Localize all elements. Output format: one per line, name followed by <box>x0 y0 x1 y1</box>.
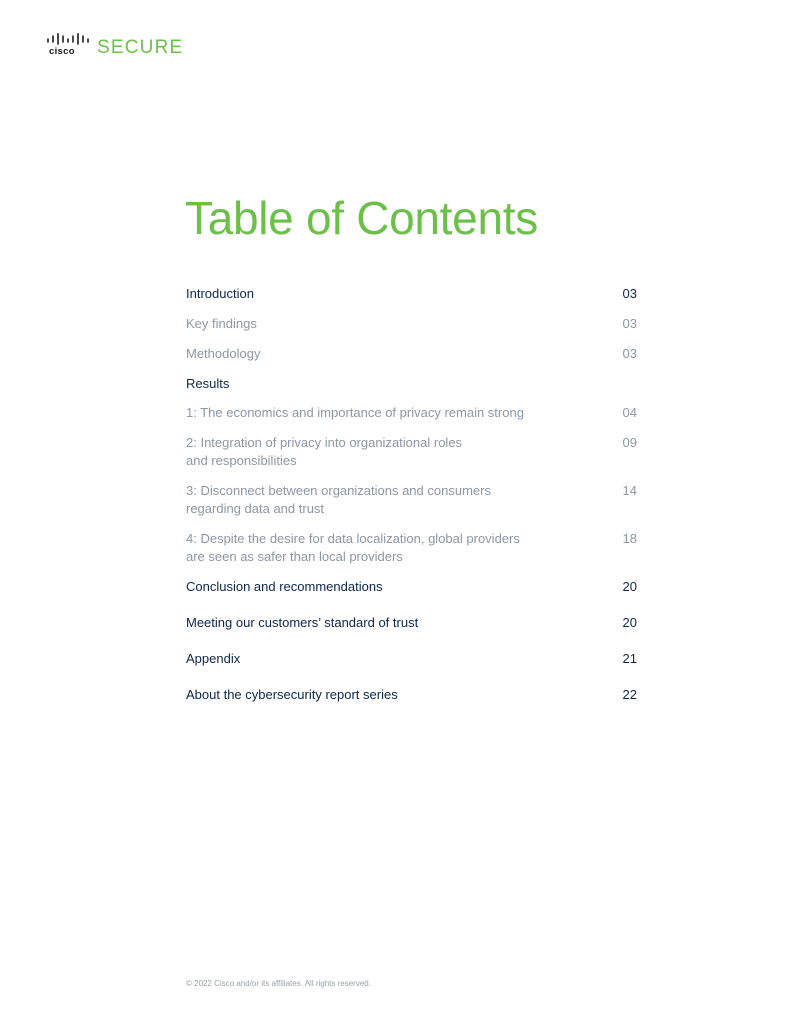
toc-entry-label: 2: Integration of privacy into organizational roles and responsibilities <box>186 435 463 468</box>
toc-entry-page: 03 <box>622 346 637 361</box>
toc-entry-label: Conclusion and recommendations <box>186 579 383 594</box>
toc-entry-label: Key findings <box>186 316 257 331</box>
toc-entry-label: Results <box>186 376 230 391</box>
secure-wordmark: SECURE <box>97 37 184 58</box>
cisco-wordmark: cisco <box>49 46 75 57</box>
toc-entry-page: 18 <box>622 531 637 546</box>
toc-entry-page: 20 <box>622 579 637 594</box>
toc-entry-label: 1: The economics and importance of privacy remain strong <box>186 405 524 420</box>
toc-entry-page: 03 <box>622 286 637 301</box>
toc-entry-page: 22 <box>622 687 637 702</box>
toc-entry-label: About the cybersecurity report series <box>186 687 398 702</box>
toc-entry-page: 21 <box>622 651 637 666</box>
toc-entry-page: 03 <box>622 316 637 331</box>
toc-entry-label: Appendix <box>186 651 241 666</box>
toc-entry-label: Methodology <box>186 346 261 361</box>
cisco-bridge-icon <box>47 33 89 45</box>
toc-entry-label: Introduction <box>186 286 254 301</box>
toc-entry-label: Meeting our customers’ standard of trust <box>186 615 419 630</box>
toc-entry-page: 04 <box>622 405 637 420</box>
toc-entry-page: 09 <box>622 435 637 450</box>
toc-entry-label: 3: Disconnect between organizations and consumers regarding data and trust <box>186 483 491 516</box>
copyright-footer: © 2022 Cisco and/or its affiliates. All rights reserved. <box>186 979 371 988</box>
page-title: Table of Contents <box>185 192 538 244</box>
toc-entry-page: 14 <box>622 483 637 498</box>
toc-entry-label: 4: Despite the desire for data localization, global providers are seen as safer than local providers <box>186 531 520 564</box>
toc-entry-page: 20 <box>622 615 637 630</box>
